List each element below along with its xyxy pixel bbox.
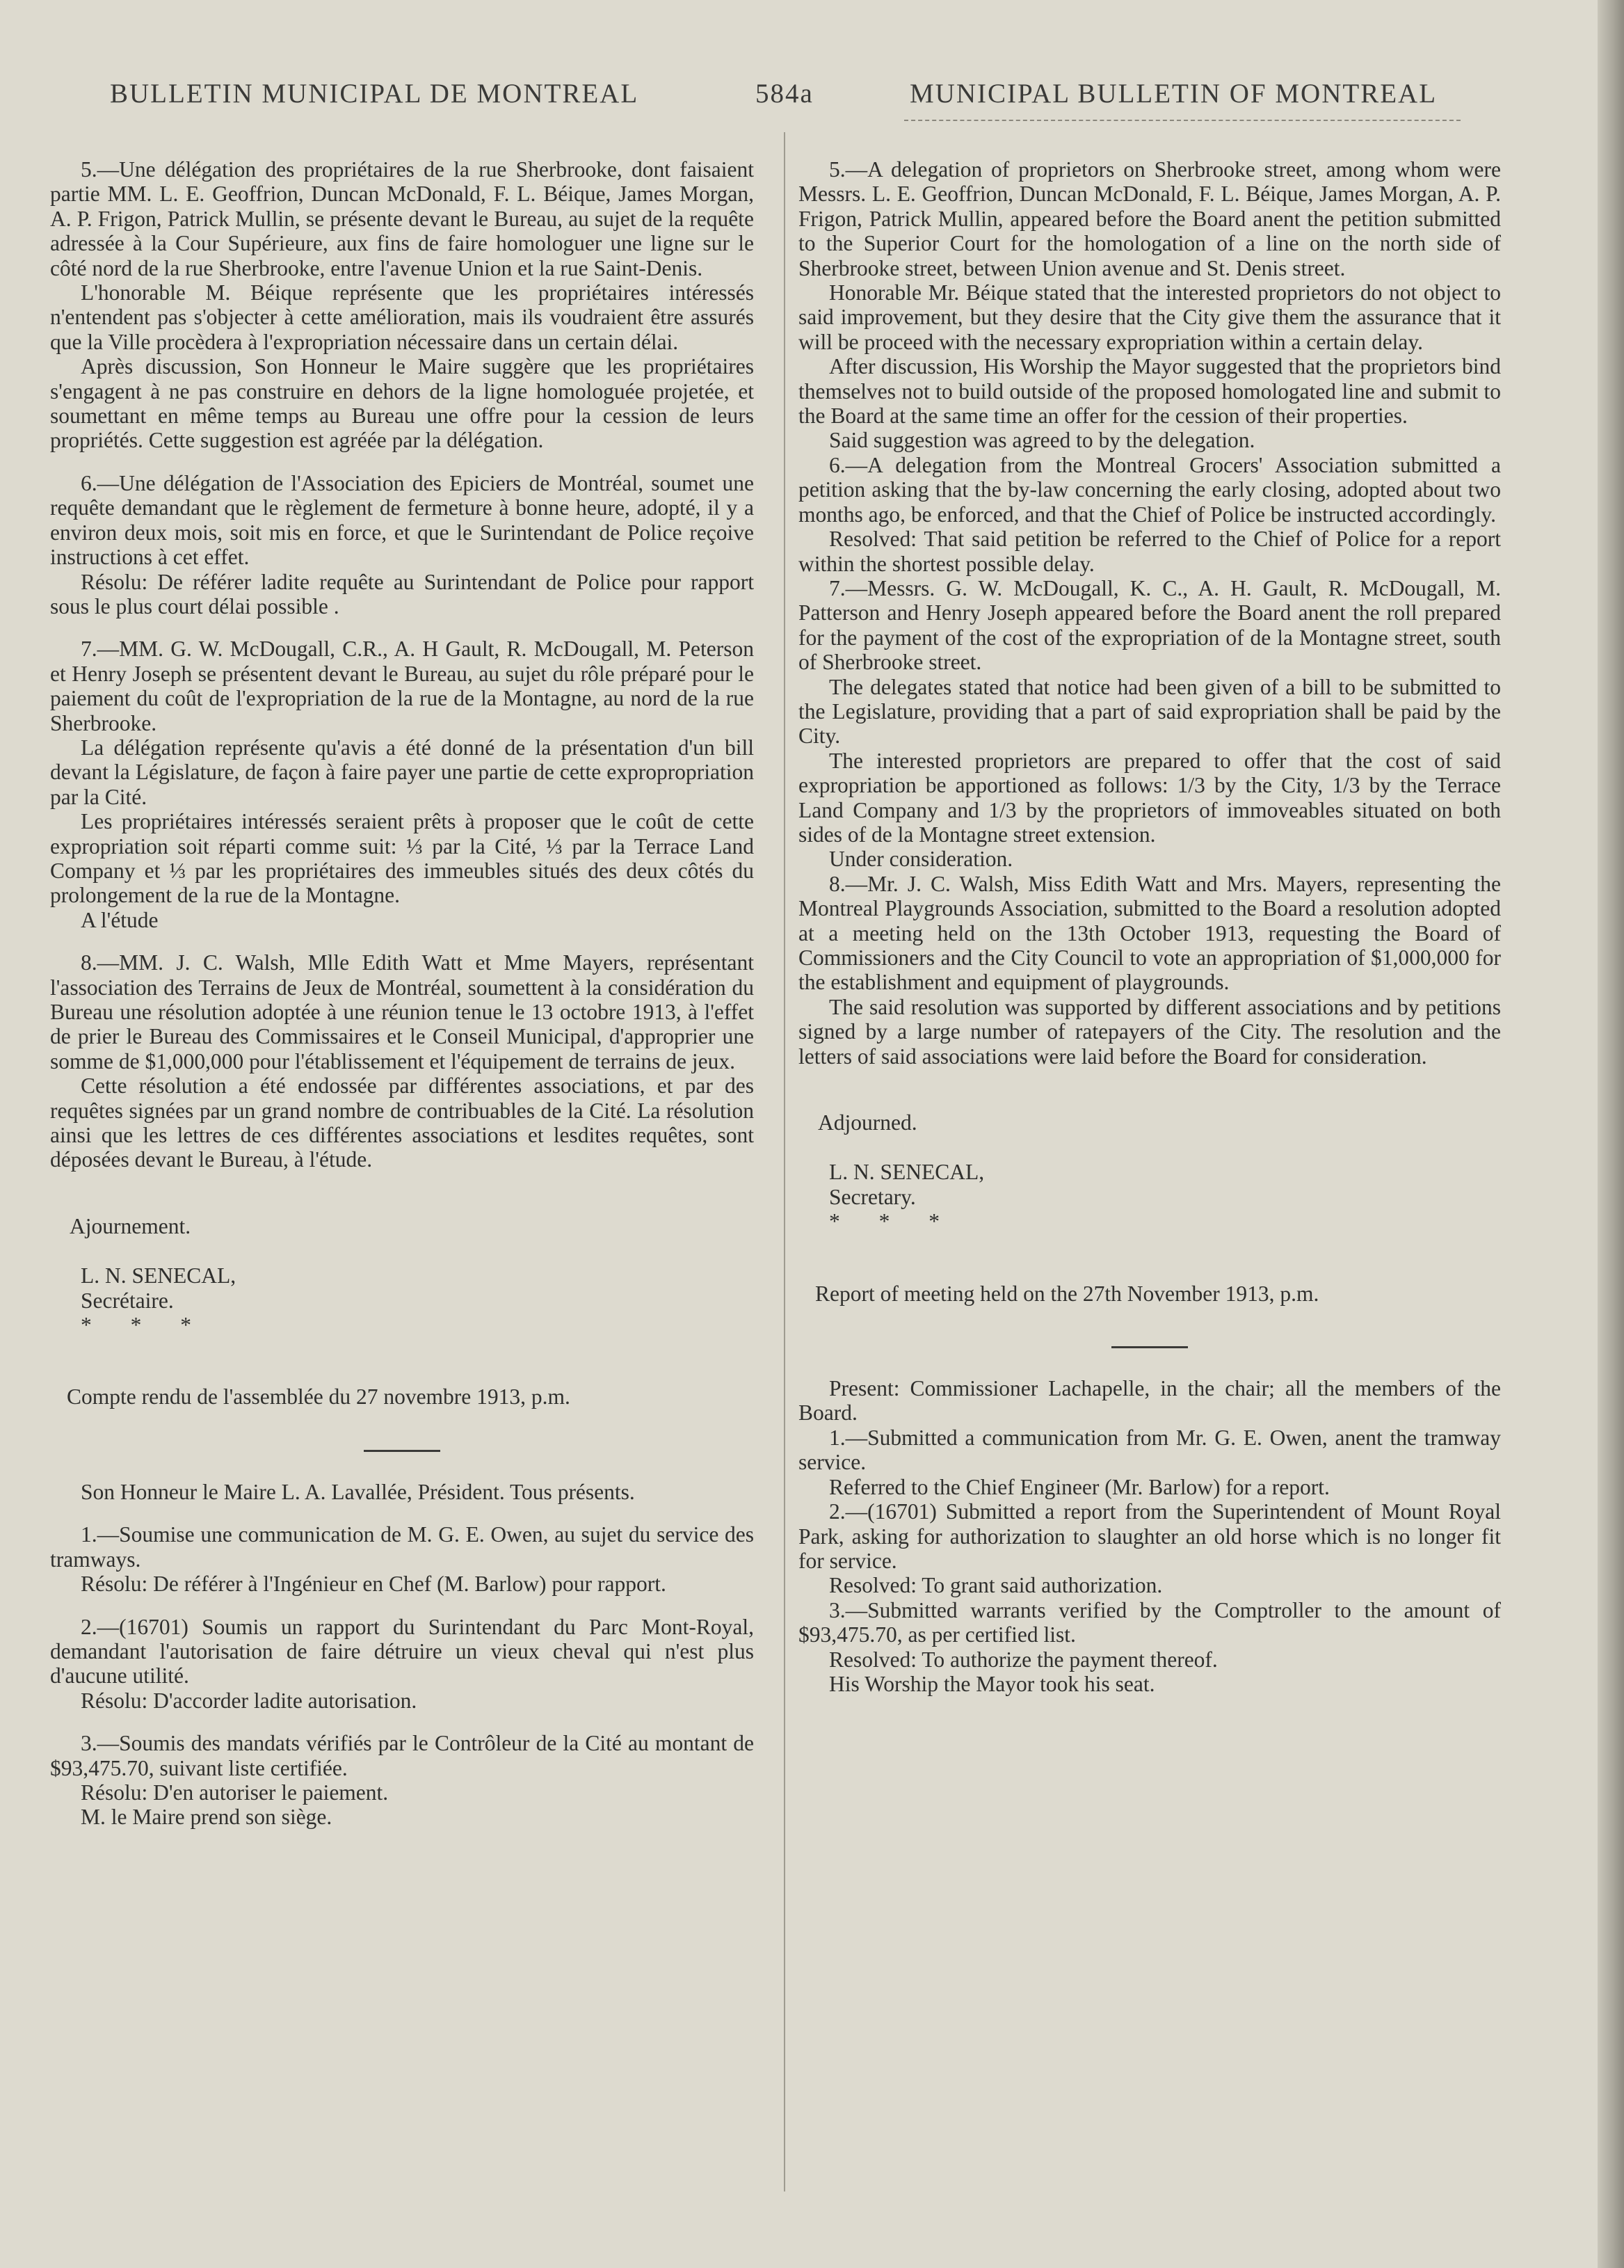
en-section-separator: * * *: [829, 1209, 956, 1234]
fr-signature: L. N. SENECAL,: [81, 1263, 236, 1288]
fr-q2: 2.—(16701) Soumis un rapport du Surintendant du Parc Mont-Royal, demandant l'autorisation de faire détruire un vieux cheval qui n'est plus d'aucune utilité.: [50, 1614, 754, 1688]
en-item-5-agreement: Said suggestion was agreed to by the delegation.: [829, 428, 1255, 453]
en-item-7: 7.—Messrs. G. W. McDougall, K. C., A. H. Gault, R. McDougall, M. Patterson and Henry Joseph appeared before the Board anent the roll prepared for the payment of the cost of the expropriation of de la Montagne street, south of Sherbrooke street.: [798, 575, 1501, 675]
en-q1: 1.—Submitted a communication from Mr. G. E. Owen, anent the tramway service.: [798, 1425, 1501, 1475]
fr-item-7-proposal: Les propriétaires intéressés seraient prêts à proposer que le coût de cette expropriation soit réparti comme suit: ⅓ par la Cité, ⅓ par la Terrace Land Company et ⅓ par les propriétaires des immeubles situés des deux côtés du prolongement de la rue de la Montagne.: [50, 809, 754, 908]
en-heading-rule: [1111, 1346, 1188, 1348]
en-present: Present: Commissioner Lachapelle, in the chair; all the members of the Board.: [798, 1376, 1501, 1426]
french-column: [50, 157, 754, 1830]
en-report-heading: Report of meeting held on the 27th November 1913, p.m.: [815, 1281, 1319, 1306]
en-item-7-statement: The delegates stated that notice had been given of a bill to be submitted to the Legislature, providing that a part of said expropriation shall be paid by the City.: [798, 674, 1501, 749]
fr-item-8: 8.—MM. J. C. Walsh, Mlle Edith Watt et Mme Mayers, représentant l'association des Terrains de Jeux de Montréal, soumettent à la considération du Bureau une résolution adoptée à une réunion tenue le 13 octobre 1913, à l'effet de prier le Bureau des Commissaires et le Conseil Municipal, d'approprier une somme de $1,000,000 pour l'établissement et l'équipement de terrains de jeux.: [50, 950, 754, 1073]
en-item-5-suggestion: After discussion, His Worship the Mayor suggested that the proprietors bind themselves not to build outside of the proposed homologated line and submit to the Board at the same time an offer for the cession of their properties.: [798, 354, 1501, 429]
fr-q3: 3.—Soumis des mandats vérifiés par le Contrôleur de la Cité au montant de $93,475.70, suivant liste certifiée.: [50, 1731, 754, 1780]
fr-q3-resolution: Résolu: D'en autoriser le paiement.: [81, 1780, 389, 1805]
header-french-title: BULLETIN MUNICIPAL DE MONTREAL: [110, 79, 639, 109]
en-q3-mayor: His Worship the Mayor took his seat.: [829, 1671, 1155, 1696]
fr-item-5-statement: L'honorable M. Béique représente que les propriétaires intéressés n'entendent pas s'objecter à cette amélioration, mais ils voudraient être assurés que la Ville procèdera à l'expropriation nécessaire dans un certain délai.: [50, 280, 754, 354]
fr-q3-mayor: M. le Maire prend son siège.: [81, 1805, 332, 1830]
fr-signature-title: Secrétaire.: [81, 1288, 174, 1313]
en-adjournment: Adjourned.: [818, 1110, 917, 1135]
en-q3: 3.—Submitted warrants verified by the Comptroller to the amount of $93,475.70, as per certified list.: [798, 1597, 1501, 1647]
fr-item-6-resolution: Résolu: De référer ladite requête au Surintendant de Police pour rapport sous le plus court délai possible .: [50, 569, 754, 618]
fr-item-5: 5.—Une délégation des propriétaires de la rue Sherbrooke, dont faisaient partie MM. L. E. Geoffrion, Duncan McDonald, F. L. Béique, James Morgan, A. P. Frigon, Patrick Mullin, se présente devant le Bureau, au sujet de la requête adressée à la Cour Supérieure, aux fins de faire homologuer une ligne sur le côté nord de la rue Sherbrooke, entre l'avenue Union et la rue Saint-Denis.: [50, 157, 754, 280]
en-item-5: 5.—A delegation of proprietors on Sherbrooke street, among whom were Messrs. L. E. Geoffrion, Duncan McDonald, F. L. Béique, James Morgan, A. P. Frigon, Patrick Mullin, appeared before the Board anent the petition submitted to the Superior Court for the homologation of a line on the north side of Sherbrooke street, between Union avenue and St. Denis street.: [798, 157, 1501, 280]
page-header: [0, 78, 1600, 120]
header-english-title: MUNICIPAL BULLETIN OF MONTREAL: [910, 79, 1438, 109]
fr-q1: 1.—Soumise une communication de M. G. E. Owen, au sujet du service des tramways.: [50, 1522, 754, 1572]
en-signature: L. N. SENECAL,: [829, 1160, 985, 1185]
en-signature-title: Secretary.: [829, 1184, 916, 1209]
fr-report-heading: Compte rendu de l'assemblée du 27 novembre 1913, p.m.: [67, 1384, 570, 1409]
column-divider: [784, 132, 785, 2191]
en-q2-resolution: Resolved: To grant said authorization.: [829, 1573, 1163, 1598]
en-item-5-statement: Honorable Mr. Béique stated that the interested proprietors do not object to said improvement, but they desire that the City give them the assurance that it will be proceed with the necessary expropriation within a certain delay.: [798, 280, 1501, 354]
fr-section-separator: * * *: [81, 1313, 208, 1338]
fr-present: Son Honneur le Maire L. A. Lavallée, Président. Tous présents.: [81, 1479, 635, 1504]
fr-item-8-support: Cette résolution a été endossée par différentes associations, et par des requêtes signées par un grand nombre de contribuables de la Cité. La résolution ainsi que les lettres de ces différentes associations et lesdites requêtes, sont déposées devant le Bureau, à l'étude.: [50, 1073, 754, 1172]
en-item-6: 6.—A delegation from the Montreal Grocers' Association submitted a petition asking that the by-law concerning the early closing, adopted about two months ago, be enforced, and that the Chief of Police be instructed accordingly.: [798, 452, 1501, 527]
page-number: 584a: [755, 79, 814, 109]
en-item-7-status: Under consideration.: [829, 847, 1013, 872]
fr-q1-resolution: Résolu: De référer à l'Ingénieur en Chef (M. Barlow) pour rapport.: [81, 1572, 666, 1597]
page-edge: [1598, 0, 1624, 2268]
fr-item-6: 6.—Une délégation de l'Association des Epiciers de Montréal, soumet une requête demandant que le règlement de fermeture à bonne heure, adopté, il y a environ deux mois, soit mis en force, et que le Surintendant de Police reçoive instructions à cet effet.: [50, 470, 754, 570]
en-q1-resolution: Referred to the Chief Engineer (Mr. Barlow) for a report.: [829, 1474, 1330, 1499]
en-item-6-resolution: Resolved: That said petition be referred to the Chief of Police for a report within the shortest possible delay.: [798, 527, 1501, 576]
en-item-8: 8.—Mr. J. C. Walsh, Miss Edith Watt and Mrs. Mayers, representing the Montreal Playgrounds Association, submitted to the Board a resolution adopted at a meeting held on the 13th October 1913, requesting the Board of Commissioners and the City Council to vote an appropriation of $1,000,000 for the establishment and equipment of playgrounds.: [798, 871, 1501, 995]
en-q3-resolution: Resolved: To authorize the payment thereof.: [829, 1647, 1218, 1672]
fr-adjournment: Ajournement.: [70, 1213, 191, 1238]
english-column: [798, 157, 1501, 1696]
header-rule: [904, 120, 1461, 121]
en-q2: 2.—(16701) Submitted a report from the Superintendent of Mount Royal Park, asking for authorization to slaughter an old horse which is no longer fit for service.: [798, 1499, 1501, 1573]
fr-q2-resolution: Résolu: D'accorder ladite autorisation.: [81, 1688, 417, 1713]
en-item-7-proposal: The interested proprietors are prepared to offer that the cost of said expropriation be apportioned as follows: 1/3 by the City, 1/3 by the Terrace Land Company and 1/3 by the proprietors of immoveables situated on both sides of de la Montagne street extension.: [798, 748, 1501, 847]
fr-item-5-suggestion: Après discussion, Son Honneur le Maire suggère que les propriétaires s'engagent à ne pas construire en dehors de la ligne homologuée projetée, et soumettant en même temps au Bureau une offre pour la cession de leurs propriétés. Cette suggestion est agréée par la délégation.: [50, 354, 754, 453]
fr-heading-rule: [364, 1450, 440, 1452]
en-item-8-support: The said resolution was supported by different associations and by petitions signed by a large number of ratepayers of the City. The resolution and the letters of said associations were laid before the Board for consideration.: [798, 994, 1501, 1069]
fr-item-7-status: A l'étude: [81, 907, 159, 932]
fr-item-7-statement: La délégation représente qu'avis a été donné de la présentation d'un bill devant la Législature, de façon à faire payer une partie de cette expropropriation par la Cité.: [50, 735, 754, 809]
fr-item-7: 7.—MM. G. W. McDougall, C.R., A. H Gault, R. McDougall, M. Peterson et Henry Joseph se présentent devant le Bureau, au sujet du rôle préparé pour le paiement du coût de l'expropriation de la rue de la Montagne, au nord de la rue Sherbrooke.: [50, 637, 754, 735]
